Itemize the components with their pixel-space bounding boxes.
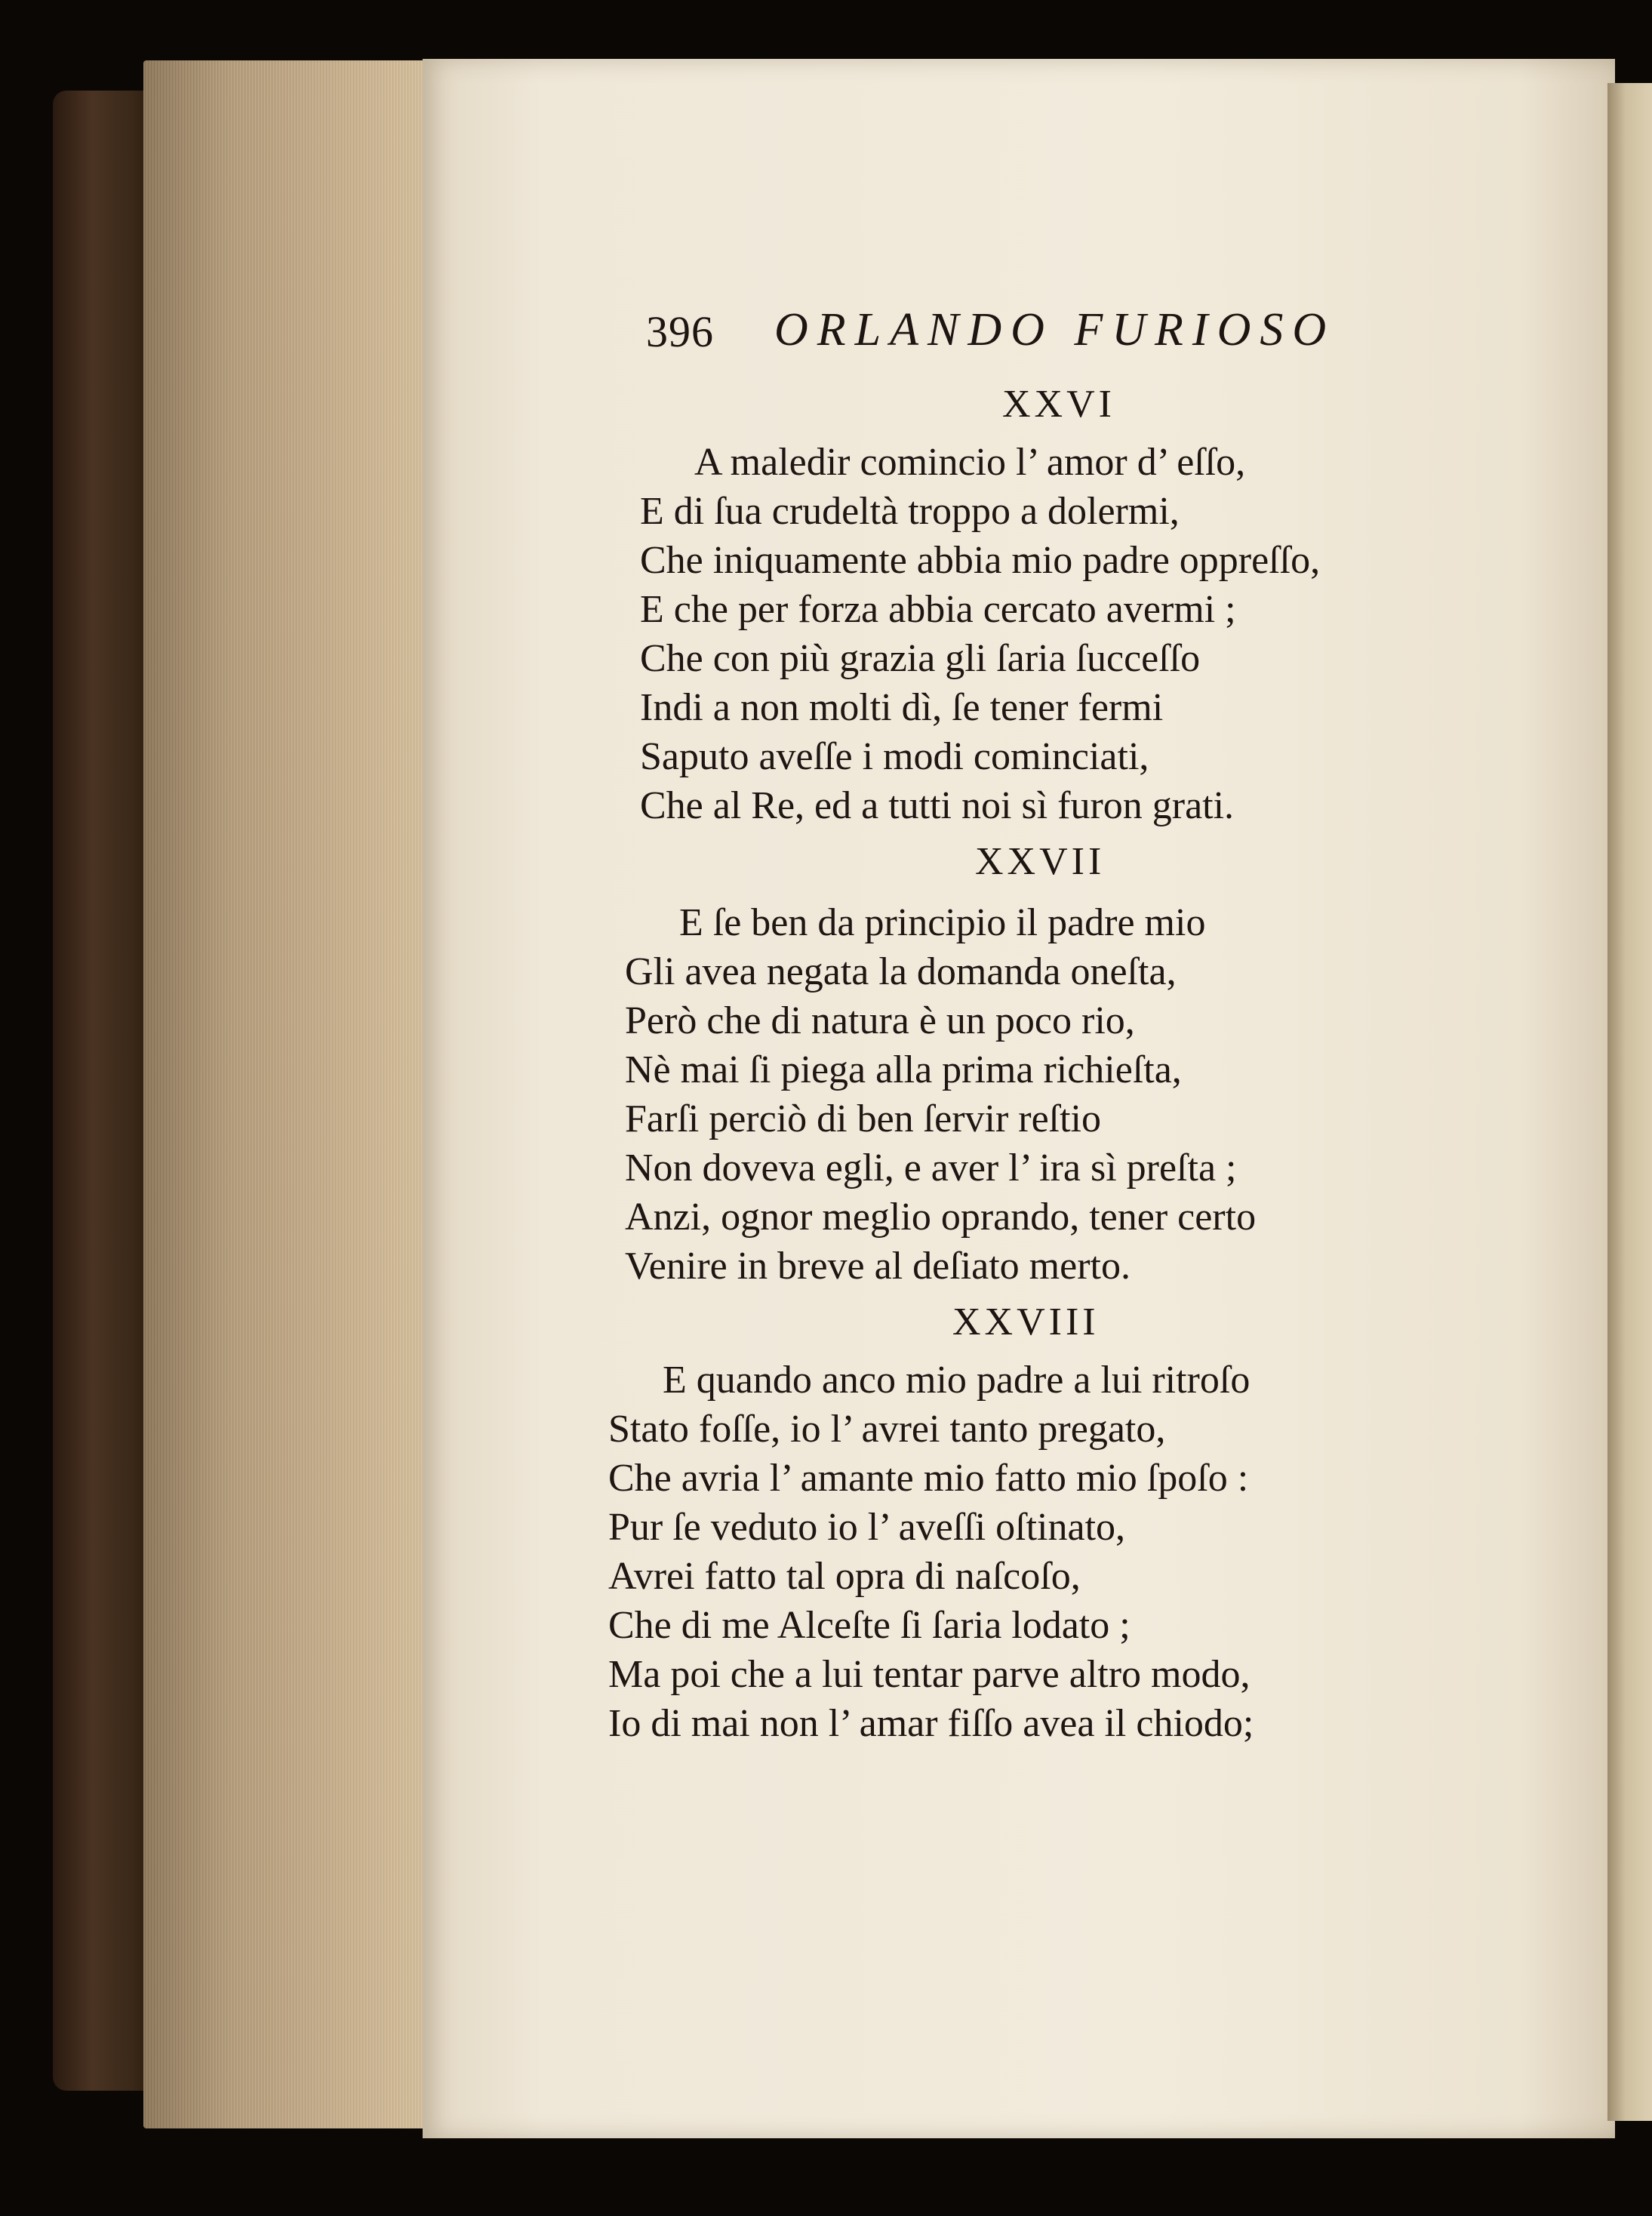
- verse-line: Non doveva egli, e aver l’ ira sì preſta ;: [625, 1146, 1237, 1190]
- verse-line: Gli avea negata la domanda oneſta,: [625, 950, 1177, 993]
- facing-page-edge: [1607, 83, 1652, 2121]
- verse-line: E ſe ben da principio il padre mio: [679, 901, 1206, 944]
- running-title: ORLANDO FURIOSO: [774, 304, 1336, 355]
- stanza: [640, 438, 1546, 830]
- verse-line: Che di me Alceſte ſi ſaria lodato ;: [608, 1604, 1131, 1647]
- verse-line: Pur ſe veduto io l’ aveſſi oſtinato,: [608, 1506, 1126, 1549]
- verse-line: Nè mai ſi piega alla prima richieſta,: [625, 1048, 1182, 1091]
- stanza-number: XXVII: [975, 840, 1106, 883]
- verse-line: Ma poi che a lui tentar parve altro modo,: [608, 1653, 1251, 1696]
- verse-line: Che avria l’ amante mio fatto mio ſpoſo :: [608, 1457, 1249, 1500]
- verse-line: A maledir comincio l’ amor d’ eſſo,: [694, 441, 1246, 484]
- verse-line: Stato foſſe, io l’ avrei tanto pregato,: [608, 1408, 1166, 1451]
- page-edges: [143, 60, 430, 2128]
- verse-line: Farſi perciò di ben ſervir reſtio: [625, 1097, 1102, 1140]
- page-header: [646, 299, 1401, 382]
- verse-line: E che per forza abbia cercato avermi ;: [640, 588, 1236, 631]
- verse-line: Venire in breve al deſiato merto.: [625, 1245, 1131, 1288]
- verse-line: Saputo aveſſe i modi cominciati,: [640, 735, 1149, 778]
- verse-line: Anzi, ognor meglio oprando, tener certo: [625, 1196, 1257, 1239]
- stanza: [608, 1356, 1514, 1748]
- verse-line: E di ſua crudeltà troppo a dolermi,: [640, 490, 1180, 533]
- verse-line: E quando anco mio padre a lui ritroſo: [663, 1359, 1251, 1402]
- verse-line: Indi a non molti dì, ſe tener fermi: [640, 686, 1164, 729]
- stanza-number: XXVI: [1002, 383, 1115, 426]
- verse-line: Che iniquamente abbia mio padre oppreſſo,: [640, 539, 1321, 582]
- stanza-number: XXVIII: [952, 1300, 1100, 1343]
- verse-line: Avrei fatto tal opra di naſcoſo,: [608, 1555, 1081, 1598]
- page-number: 396: [646, 307, 714, 356]
- stanza: [625, 898, 1530, 1291]
- verse-line: Però che di natura è un poco rio,: [625, 999, 1135, 1042]
- verse-line: Che al Re, ed a tutti noi sì furon grati.: [640, 784, 1235, 827]
- verse-line: Che con più grazia gli ſaria ſucceſſo: [640, 637, 1201, 680]
- verse-line: Io di mai non l’ amar fiſſo avea il chiodo;: [608, 1702, 1254, 1745]
